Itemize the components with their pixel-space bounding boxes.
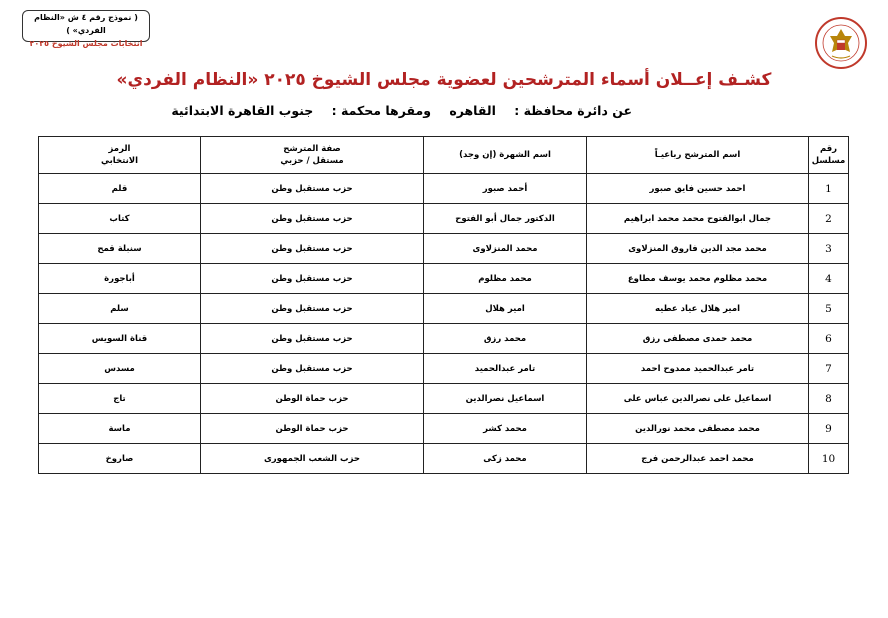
candidate-nickname: الدكتور جمال أبو الفتوح bbox=[424, 204, 587, 234]
header-serial: رقم مسلسل bbox=[809, 137, 849, 174]
candidate-status: حزب مستقبل وطن bbox=[201, 234, 424, 264]
candidate-nickname: امير هلال bbox=[424, 294, 587, 324]
candidate-status: حزب حماة الوطن bbox=[201, 384, 424, 414]
row-number: 4 bbox=[809, 264, 849, 294]
candidate-symbol: مسدس bbox=[39, 354, 201, 384]
header-name: اسم المترشح رباعيـاً bbox=[587, 137, 809, 174]
candidate-name: محمد احمد عبدالرحمن فرج bbox=[587, 444, 809, 474]
page-title: كشـف إعــلان أسماء المترشحين لعضوية مجلس الشيوخ ٢٠٢٥ «النظام الفردي» bbox=[116, 70, 772, 90]
row-number: 6 bbox=[809, 324, 849, 354]
candidate-nickname: اسماعيل نصرالدين bbox=[424, 384, 587, 414]
candidate-name: محمد حمدى مصطفى رزق bbox=[587, 324, 809, 354]
candidate-status: حزب مستقبل وطن bbox=[201, 174, 424, 204]
table-row bbox=[39, 204, 849, 234]
table-row bbox=[39, 264, 849, 294]
row-number: 1 bbox=[809, 174, 849, 204]
candidate-nickname: محمد رزق bbox=[424, 324, 587, 354]
election-name-label: انتخابات مجلس الشيوخ ٢٠٢٥ bbox=[29, 39, 143, 48]
table-row bbox=[39, 414, 849, 444]
table-row bbox=[39, 294, 849, 324]
district-line bbox=[171, 103, 632, 118]
candidate-status: حزب حماة الوطن bbox=[201, 414, 424, 444]
candidate-nickname: محمد زكى bbox=[424, 444, 587, 474]
candidate-status: حزب مستقبل وطن bbox=[201, 294, 424, 324]
candidate-status: حزب مستقبل وطن bbox=[201, 324, 424, 354]
table-header-row bbox=[39, 137, 849, 174]
header-status: صفة المترشح مستقل / حزبي bbox=[201, 137, 424, 174]
candidate-name: اسماعيل على نصرالدين عباس على bbox=[587, 384, 809, 414]
candidate-symbol: تاج bbox=[39, 384, 201, 414]
candidate-name: محمد مجد الدين فاروق المنزلاوى bbox=[587, 234, 809, 264]
election-authority-seal-logo bbox=[814, 16, 868, 70]
candidate-nickname: محمد المنزلاوى bbox=[424, 234, 587, 264]
candidate-name: جمال ابوالفتوح محمد محمد ابراهيم bbox=[587, 204, 809, 234]
candidate-status: حزب الشعب الجمهورى bbox=[201, 444, 424, 474]
district-value: القاهره bbox=[449, 103, 496, 118]
form-number-box bbox=[22, 10, 150, 48]
candidate-nickname: أحمد صبور bbox=[424, 174, 587, 204]
table-row bbox=[39, 324, 849, 354]
candidate-name: امير هلال عياد عطيه bbox=[587, 294, 809, 324]
court-value: جنوب القاهرة الابتدائية bbox=[171, 103, 314, 118]
candidate-symbol: قلم bbox=[39, 174, 201, 204]
row-number: 3 bbox=[809, 234, 849, 264]
form-number-label: ( نموذج رقم ٤ ش «النظام الفردي» ) bbox=[34, 13, 138, 35]
row-number: 7 bbox=[809, 354, 849, 384]
table-row bbox=[39, 234, 849, 264]
header-symbol: الرمز الانتخابي bbox=[39, 137, 201, 174]
candidate-symbol: كتاب bbox=[39, 204, 201, 234]
candidate-status: حزب مستقبل وطن bbox=[201, 204, 424, 234]
candidate-nickname: تامر عبدالحميد bbox=[424, 354, 587, 384]
row-number: 9 bbox=[809, 414, 849, 444]
row-number: 10 bbox=[809, 444, 849, 474]
candidate-name: محمد مصطفى محمد نورالدين bbox=[587, 414, 809, 444]
candidate-name: محمد مظلوم محمد يوسف مطاوع bbox=[587, 264, 809, 294]
row-number: 2 bbox=[809, 204, 849, 234]
candidate-symbol: صاروخ bbox=[39, 444, 201, 474]
candidate-symbol: أباجورة bbox=[39, 264, 201, 294]
candidate-nickname: محمد مظلوم bbox=[424, 264, 587, 294]
header-nickname: اسم الشهرة (إن وجد) bbox=[424, 137, 587, 174]
row-number: 8 bbox=[809, 384, 849, 414]
table-row bbox=[39, 174, 849, 204]
candidates-table bbox=[38, 136, 849, 474]
candidate-status: حزب مستقبل وطن bbox=[201, 354, 424, 384]
table-row bbox=[39, 444, 849, 474]
candidate-symbol: ماسة bbox=[39, 414, 201, 444]
candidate-status: حزب مستقبل وطن bbox=[201, 264, 424, 294]
candidate-nickname: محمد كشر bbox=[424, 414, 587, 444]
candidate-symbol: سنبلة قمح bbox=[39, 234, 201, 264]
row-number: 5 bbox=[809, 294, 849, 324]
table-row bbox=[39, 384, 849, 414]
table-row bbox=[39, 354, 849, 384]
district-label: عن دائرة محافظة : bbox=[514, 103, 632, 118]
candidate-symbol: قناة السويس bbox=[39, 324, 201, 354]
candidate-name: تامر عبدالحميد ممدوح احمد bbox=[587, 354, 809, 384]
candidate-symbol: سلم bbox=[39, 294, 201, 324]
court-label: ومقرها محكمة : bbox=[331, 103, 431, 118]
candidate-name: احمد حسين فايق صبور bbox=[587, 174, 809, 204]
